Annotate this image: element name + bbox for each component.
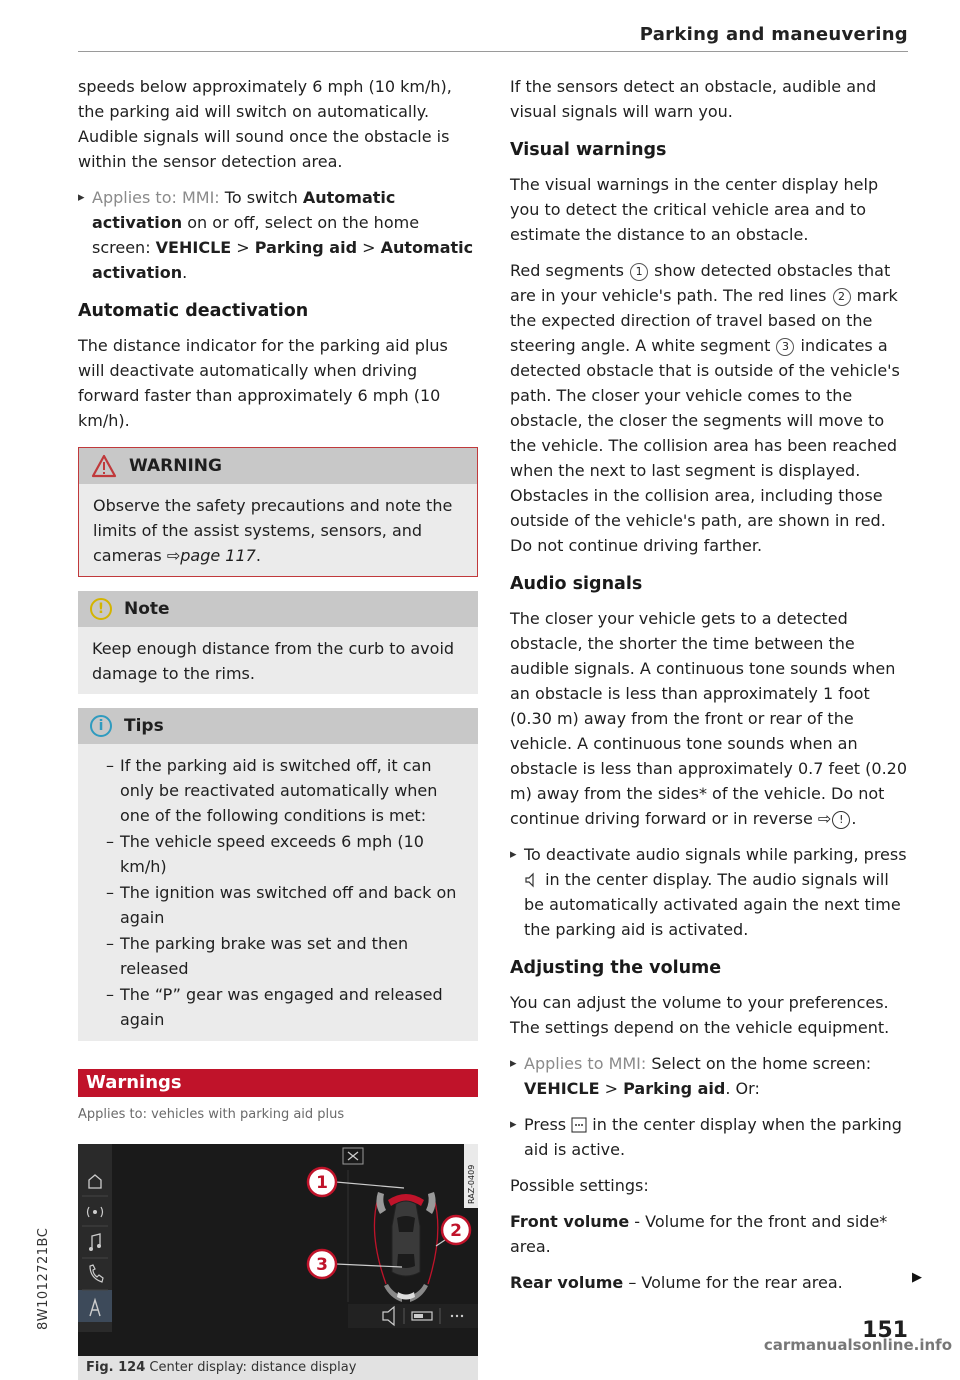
figure-code xyxy=(464,1144,478,1208)
section-bar-warnings: Warnings xyxy=(78,1069,478,1097)
note-box xyxy=(78,591,478,694)
list-item: – The vehicle speed exceeds 6 mph (10 km/h) xyxy=(92,829,464,879)
more-options-icon xyxy=(571,1117,587,1133)
heading-audio-signals: Audio signals xyxy=(510,574,643,594)
figure-center-display xyxy=(78,1144,478,1356)
setting-front-volume: Front volume - Volume for the front and side* area. xyxy=(510,1212,888,1256)
list-item: – If the parking aid is switched off, it can only be reactivated automatically when one of the following conditions is met: xyxy=(92,753,464,828)
header-rule xyxy=(78,51,908,52)
list-item: – The “P” gear was engaged and released again xyxy=(92,982,464,1032)
callout-3 xyxy=(308,1250,336,1278)
paragraph-segments: Red segments 1 show detected obstacles that are in your vehicle's path. The red lines 2 mark the expected direction of travel based on the steering angle. A white segment 3 indicates a detected obstacle that is outside of the vehicle's path. The closer your vehicle comes to the obstacle, the closer the segments will move to the vehicle. The collision area has been reached when the next to last segment is displayed. Obstacles in the collision area, including those outside of the vehicle's path, are shown in red. Do not continue driving farther. xyxy=(510,261,900,555)
page-reference-link[interactable]: ⇨page 117 xyxy=(166,546,256,565)
more-options-icon[interactable] xyxy=(451,1315,463,1317)
exclamation-circle-icon: ! xyxy=(90,598,112,620)
svg-text:RAZ-0409: RAZ-0409 xyxy=(467,1164,476,1204)
bullet-applies-mmi: ▸ Applies to MMI: Select on the home screen: VEHICLE > Parking aid. Or: xyxy=(510,1051,910,1101)
list-item: – The parking brake was set and then released xyxy=(92,931,464,981)
callout-ref-2: 2 xyxy=(833,288,851,306)
paragraph-audio: The closer your vehicle gets to a detected obstacle, the shorter the time between the audible signals. A continuous tone sounds when an obstacle is less than approximately 1 foot (0.30 m) away from the front or rear of the vehicle. A continuous tone sounds when an obstacle is less than approximately 0.7 feet (0.20 m) away from the sides* of the vehicle. Do not continue driving forward or in reverse ⇨ ! . xyxy=(510,609,908,828)
callout-1 xyxy=(308,1168,336,1196)
note-reference-link[interactable]: ⇨ ! xyxy=(818,809,851,828)
paragraph: If the sensors detect an obstacle, audible and visual signals will warn you. xyxy=(510,77,877,121)
warning-triangle-icon xyxy=(91,454,117,478)
callout-ref-3: 3 xyxy=(776,338,794,356)
tips-body xyxy=(78,744,478,1041)
applies-to-note: Applies to: vehicles with parking aid plus xyxy=(78,1107,345,1122)
continue-arrow-icon: ▶ xyxy=(912,1270,922,1285)
paragraph: Possible settings: xyxy=(510,1176,649,1195)
warning-title: WARNING xyxy=(129,455,222,476)
exclamation-ref-icon: ! xyxy=(832,811,850,829)
mute-speaker-icon xyxy=(524,873,540,887)
figure-caption: Fig. 124 Center display: distance display xyxy=(78,1356,478,1380)
list-item: – The ignition was switched off and back on again xyxy=(92,880,464,930)
document-code: 8W1012721BC xyxy=(36,1227,51,1330)
paragraph: The distance indicator for the parking aid plus will deactivate automatically when driving forward faster than approximately 6 mph (10 km/h). xyxy=(78,336,448,430)
paragraph: speeds below approximately 6 mph (10 km/h), the parking aid will switch on automatically. Audible signals will sound once the obstacle is within the sensor detection area. xyxy=(78,77,452,171)
page-header-title: Parking and maneuvering xyxy=(639,24,908,45)
svg-text:1: 1 xyxy=(316,1173,328,1193)
svg-text:3: 3 xyxy=(316,1255,328,1275)
warning-body: Observe the safety precautions and note the limits of the assist systems, sensors, and cameras ⇨page 117. xyxy=(93,496,453,565)
heading-visual-warnings: Visual warnings xyxy=(510,140,667,160)
bullet-press-more: ▸ Press in the center display when the parking aid is active. xyxy=(510,1112,910,1162)
paragraph: You can adjust the volume to your preferences. The settings depend on the vehicle equipment. xyxy=(510,993,890,1037)
tips-header xyxy=(78,708,478,744)
bullet-deactivate-audio: ▸ To deactivate audio signals while parking, press in the center display. The audio signals will be automatically activated again the next time the parking aid is activated. xyxy=(510,842,910,942)
tips-title: Tips xyxy=(124,715,164,736)
note-body: Keep enough distance from the curb to avoid damage to the rims. xyxy=(92,639,455,683)
tips-box xyxy=(78,708,478,1041)
svg-text:2: 2 xyxy=(450,1221,462,1241)
bullet-automatic-activation: ▸ Applies to: MMI: To switch Automatic activation on or off, select on the home screen: VEHICLE > Parking aid > Automatic activation. xyxy=(78,185,478,285)
note-title: Note xyxy=(124,598,170,619)
page-number: 151 xyxy=(862,1318,908,1343)
right-column xyxy=(510,74,910,1306)
watermark: carmanualsonline.info xyxy=(763,1336,952,1354)
applies-to-label: Applies to MMI: xyxy=(524,1054,647,1073)
paragraph: The visual warnings in the center display help you to detect the critical vehicle area and to estimate the distance to an obstacle. xyxy=(510,175,879,244)
note-header xyxy=(78,591,478,627)
warning-header xyxy=(79,448,477,484)
car-icon xyxy=(392,1201,420,1276)
applies-to-label: Applies to: MMI: xyxy=(92,188,220,207)
warning-box xyxy=(78,447,478,577)
callout-2 xyxy=(442,1216,470,1244)
setting-rear-volume: Rear volume – Volume for the rear area. xyxy=(510,1273,843,1292)
heading-automatic-deactivation: Automatic deactivation xyxy=(78,301,309,321)
left-column xyxy=(78,74,478,1380)
heading-adjusting-volume: Adjusting the volume xyxy=(510,958,722,978)
callout-ref-1: 1 xyxy=(630,263,648,281)
center-display-illustration xyxy=(78,1144,478,1356)
info-circle-icon: i xyxy=(90,715,112,737)
